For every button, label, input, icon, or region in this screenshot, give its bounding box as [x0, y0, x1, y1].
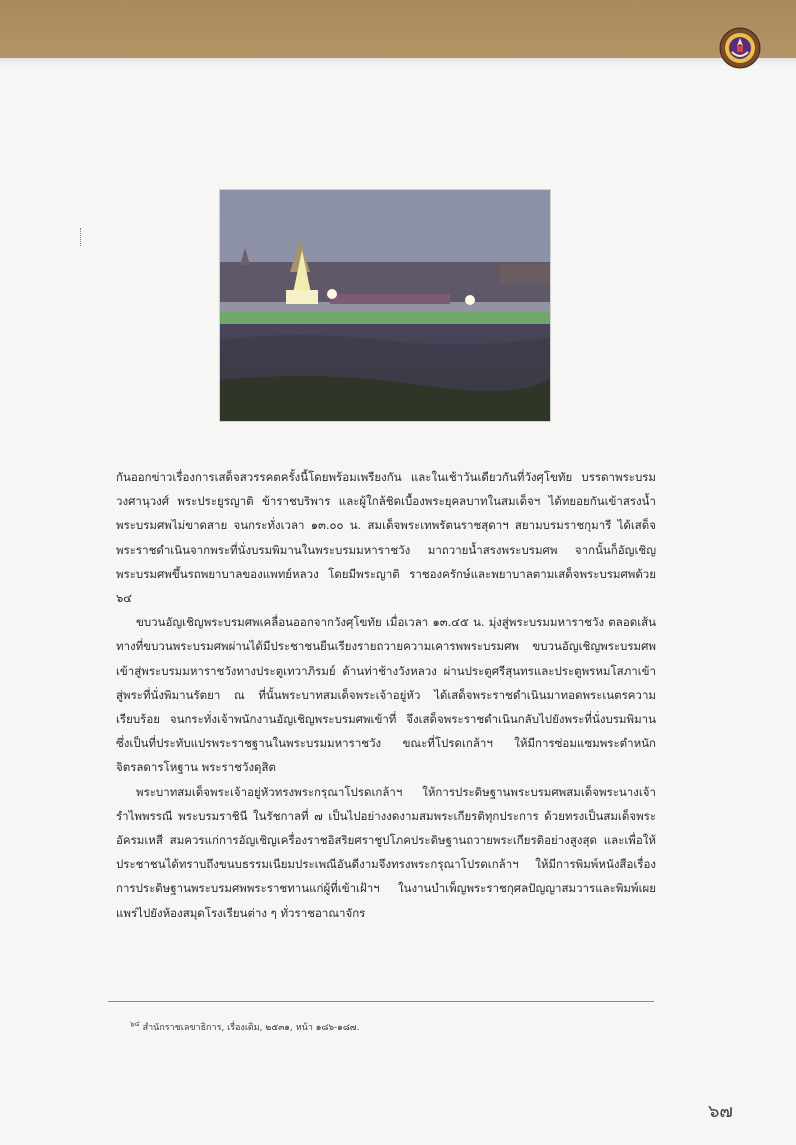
footnote-divider	[108, 1001, 654, 1002]
footnote	[130, 1017, 650, 1035]
page-number: ๖๗	[708, 1101, 733, 1122]
paragraph-3: พระบาทสมเด็จพระเจ้าอยู่หัวทรงพระกรุณาโปรดเกล้าฯ ให้การประดิษฐานพระบรมศพสมเด็จพระนางเจ้ารำไพพรรณี พระบรมราชินี ในรัชกาลที่ ๗ เป็นไปอย่างงดงามสมพระเกียรติทุกประการ ด้วยทรงเป็นสมเด็จพระอัครมเหสี สมควรแก่การอัญเชิญเครื่องราชอิสริยศราชูปโภคประดิษฐานถวายพระเกียรติอย่างสูงสุด และเพื่อให้ประชาชนได้ทราบถึงขนบธรรมเนียมประเพณีอันดีงามจึงทรงพระกรุณาโปรดเกล้าฯ ให้มีการพิมพ์หนังสือเรื่องการประดิษฐานพระบรมศพพระราชทานแก่ผู้ที่เข้าเฝ้าฯ ในงานบำเพ็ญพระราชกุศลปัญญาสมวารและพิมพ์เผยแพร่ไปยังห้องสมุดโรงเรียนต่าง ๆ ทั่วราชอาณาจักร	[116, 784, 656, 920]
body-text	[116, 465, 656, 925]
scan-mark	[80, 228, 85, 246]
paragraph-2: ขบวนอัญเชิญพระบรมศพเคลื่อนออกจากวังศุโขทัย เมื่อเวลา ๑๓.๔๕ น. มุ่งสู่พระบรมมหาราชวัง ตลอดเส้นทางที่ขบวนพระบรมศพผ่านได้มีประชาชนยืนเรียงรายถวายความเคารพพระบรมศพ ขบวนอัญเชิญพระบรมศพเข้าสู่พระบรมมหาราชวังทางประตูเทวาภิรมย์ ด้านท่าช้างวังหลวง ผ่านประตูศรีสุนทรและประตูพรหมโสภาเข้าสู่พระที่นั่งพิมานรัตยา ณ ที่นั้นพระบาทสมเด็จพระเจ้าอยู่หัว ได้เสด็จพระราชดำเนินมาทอดพระเนตรความเรียบร้อย จนกระทั่งเจ้าพนักงานอัญเชิญพระบรมศพเข้าที่ จึงเสด็จพระราชดำเนินกลับไปยังพระที่นั่งบรมพิมาน ซึ่งเป็นที่ประทับแปรพระราชฐานในพระบรมมหาราชวัง ขณะที่โปรดเกล้าฯ ให้มีการซ่อมแซมพระตำหนักจิตรลดารโหฐาน พระราชวังดุสิต	[116, 615, 656, 775]
university-seal-logo	[718, 24, 762, 72]
footnote-text: สำนักราชเลขาธิการ, เรื่องเดิม, ๒๕๓๑, หน้า ๑๘๖-๑๘๗.	[142, 1023, 360, 1033]
paragraph-1: กันออกข่าวเรื่องการเสด็จสวรรคตครั้งนี้โดยพร้อมเพรียงกัน และในเช้าวันเดียวกันที่วังศุโขทัย บรรดาพระบรมวงศานุวงศ์ พระประยูรญาติ ข้าราชบริพาร และผู้ใกล้ชิดเบื้องพระยุคลบาทในสมเด็จฯ ได้ทยอยกันเข้าสรงน้ำพระบรมศพไม่ขาดสาย จนกระทั่งเวลา ๑๓.๐๐ น. สมเด็จพระเทพรัตนราชสุดาฯ สยามบรมราชกุมารี ได้เสด็จพระราชดำเนินจากพระที่นั่งบรมพิมานในพระบรมมหาราชวัง มาถวายน้ำสรงพระบรมศพ จากนั้นก็อัญเชิญพระบรมศพขึ้นรถพยาบาลของแพทย์หลวง โดยมีพระญาติ ราชองครักษ์และพยาบาลตามเสด็จพระบรมศพด้วย ๖๔	[116, 470, 656, 606]
cremation-photo	[219, 189, 551, 422]
page-shadow	[0, 58, 796, 66]
header-band	[0, 0, 796, 58]
footnote-marker: ๖๔	[130, 1020, 140, 1028]
